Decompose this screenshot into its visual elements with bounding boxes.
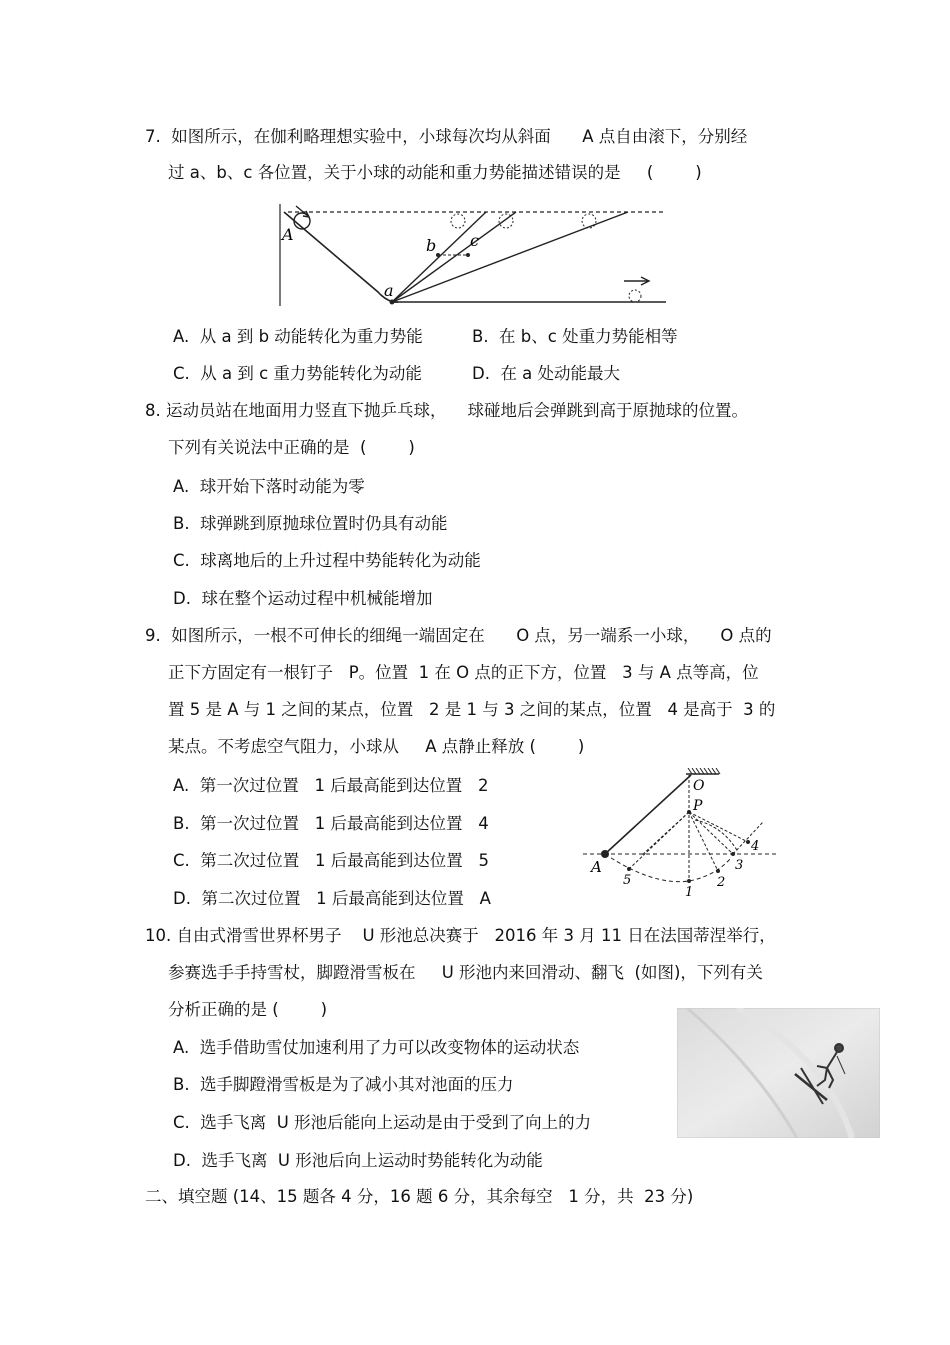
- q8-stem-line2: 下列有关说法中正确的是 ( ): [168, 438, 415, 457]
- q7-label-c: c: [470, 231, 479, 250]
- q8-option-b: B. 球弹跳到原抛球位置时仍具有动能: [173, 514, 448, 533]
- q7-incline-figure: [278, 200, 670, 310]
- q8-option-a: A. 球开始下落时动能为零: [173, 477, 365, 496]
- q9-stem-line4: 某点。不考虑空气阻力，小球从 A 点静止释放 ( ): [168, 737, 585, 756]
- q8-option-c: C. 球离地后的上升过程中势能转化为动能: [173, 551, 481, 570]
- q9-label-5: 5: [623, 873, 632, 888]
- q9-option-a: A. 第一次过位置 1 后最高能到达位置 2: [173, 776, 489, 795]
- q7-option-b: B. 在 b、c 处重力势能相等: [472, 327, 678, 346]
- q7-label-a: a: [384, 281, 394, 300]
- q7-option-a: A. 从 a 到 b 动能转化为重力势能: [173, 327, 423, 346]
- q9-stem-line1: 9. 如图所示，一根不可伸长的细绳一端固定在 O 点，另一端系一小球， O 点的: [145, 626, 772, 645]
- q9-option-d: D. 第二次过位置 1 后最高能到达位置 A: [173, 889, 491, 908]
- q10-stem-line3: 分析正确的是 ( ): [168, 1000, 328, 1019]
- q7-option-c: C. 从 a 到 c 重力势能转化为动能: [173, 364, 422, 383]
- section-heading-fill-in: 二、填空题 (14、15 题各 4 分，16 题 6 分，其余每空 1 分，共 23 分): [145, 1187, 694, 1206]
- q9-label-2: 2: [717, 875, 726, 890]
- q7-option-d: D. 在 a 处动能最大: [472, 364, 621, 383]
- q10-option-d: D. 选手飞离 U 形池后向上运动时势能转化为动能: [173, 1151, 543, 1170]
- q9-pendulum-figure: [583, 768, 783, 898]
- q10-stem-line2: 参赛选手手持雪杖，脚蹬滑雪板在 U 形池内来回滑动、翻飞 (如图)，下列有关: [168, 963, 763, 982]
- q10-option-a: A. 选手借助雪仗加速利用了力可以改变物体的运动状态: [173, 1038, 580, 1057]
- q10-stem-line1: 10. 自由式滑雪世界杯男子 U 形池总决赛于 2016 年 3 月 11 日在法国蒂涅举行，: [145, 926, 776, 945]
- q9-label-1: 1: [685, 885, 694, 898]
- q9-stem-line2: 正下方固定有一根钉子 P。位置 1 在 O 点的正下方，位置 3 与 A 点等高，位: [168, 663, 759, 682]
- q9-option-c: C. 第二次过位置 1 后最高能到达位置 5: [173, 851, 489, 870]
- q9-label-A: A: [591, 858, 602, 876]
- q7-label-A: A: [282, 225, 294, 244]
- q10-option-c: C. 选手飞离 U 形池后能向上运动是由于受到了向上的力: [173, 1113, 592, 1132]
- q9-stem-line3: 置 5 是 A 与 1 之间的某点，位置 2 是 1 与 3 之间的某点，位置 4 是高于 3 的: [168, 700, 776, 719]
- q8-stem-line1: 8. 运动员站在地面用力竖直下抛乒乓球， 球碰地后会弹跳到高于原抛球的位置。: [145, 401, 748, 420]
- q9-label-4: 4: [751, 839, 760, 854]
- q9-label-3: 3: [735, 858, 744, 873]
- q9-label-O: O: [693, 778, 705, 794]
- q10-option-b: B. 选手脚蹬滑雪板是为了减小其对池面的压力: [173, 1075, 514, 1094]
- q9-label-P: P: [693, 798, 703, 814]
- q7-stem-line1: 7. 如图所示，在伽利略理想实验中，小球每次均从斜面 A 点自由滚下，分别经: [145, 127, 748, 146]
- q7-label-b: b: [426, 236, 437, 255]
- q9-option-b: B. 第一次过位置 1 后最高能到达位置 4: [173, 814, 489, 833]
- q7-stem-line2: 过 a、b、c 各位置，关于小球的动能和重力势能描述错误的是 ( ): [168, 163, 702, 182]
- q8-option-d: D. 球在整个运动过程中机械能增加: [173, 589, 433, 608]
- q10-skier-photo: [677, 1008, 880, 1138]
